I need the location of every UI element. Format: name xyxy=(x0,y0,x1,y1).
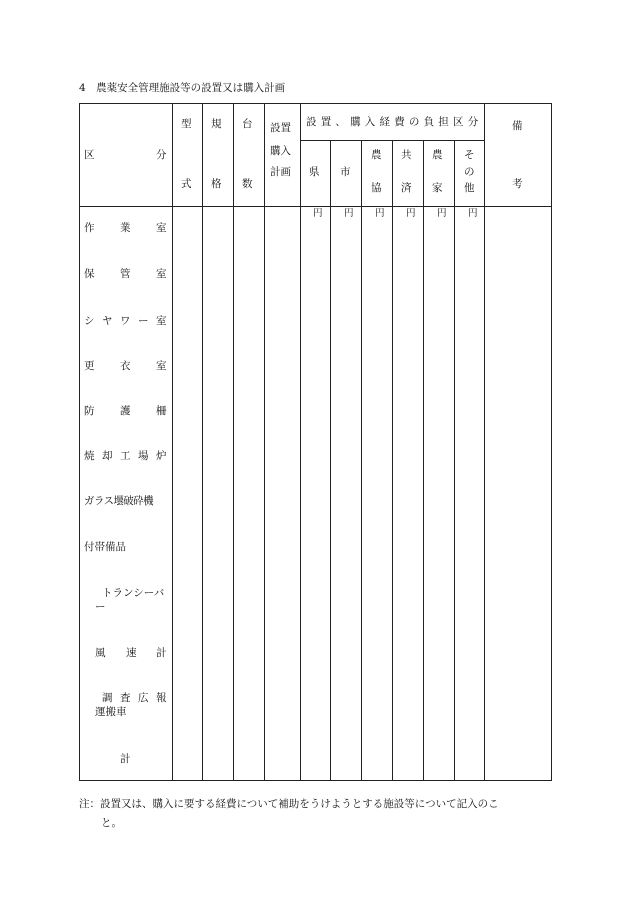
page-title: 4 農薬安全管理施設等の設置又は購入計画 xyxy=(79,82,286,94)
row-label-shower-4: ー xyxy=(138,315,149,327)
row-label-shower-2: ヤ xyxy=(102,315,113,327)
row-label-koishitsu-2: 衣 xyxy=(120,360,131,372)
yen-unit-ken: 円 xyxy=(313,208,323,219)
row-label-shokyaku-4: 場 xyxy=(138,450,149,462)
row-label-sagyoshitsu-1: 作 xyxy=(84,222,95,234)
row-label-fusokukei-3: 計 xyxy=(156,647,167,659)
row-label-hokanshitsu-1: 保 xyxy=(84,268,95,280)
row-label-koishitsu-1: 更 xyxy=(84,360,95,372)
row-label-chosa-4: 報 xyxy=(156,692,167,704)
row-label-chosa-1: 調 xyxy=(102,692,113,704)
header-kubun-1: 区 xyxy=(84,149,95,161)
row-label-bogosaku-3: 柵 xyxy=(156,405,167,417)
row-label-futai-bihin: 付帯備品 xyxy=(84,541,126,553)
row-label-bogosaku-2: 護 xyxy=(120,405,131,417)
header-biko-2: 考 xyxy=(512,178,523,190)
header-ken: 県 xyxy=(309,166,320,178)
row-label-transceiver-1: トランシーバ xyxy=(102,587,165,599)
header-kyosai-1: 共 xyxy=(401,149,412,161)
row-label-shower-3: ワ xyxy=(120,315,131,327)
row-label-shower-5: 室 xyxy=(156,315,167,327)
header-sonota-1: そ xyxy=(464,149,475,161)
row-label-shokyaku-1: 焼 xyxy=(84,450,95,462)
row-label-fusokukei-1: 風 xyxy=(95,647,106,659)
header-kubun-2: 分 xyxy=(156,149,167,161)
header-daisu-2: 数 xyxy=(242,178,253,190)
yen-unit-nouka: 円 xyxy=(437,208,447,219)
row-label-chosa-3: 広 xyxy=(138,692,149,704)
row-label-fusokukei-2: 速 xyxy=(126,647,137,659)
yen-unit-noukyo: 円 xyxy=(375,208,385,219)
footnote-line-2: と。 xyxy=(101,817,122,829)
row-label-chosa-2: 査 xyxy=(120,692,131,704)
header-keikaku-1: 設置 xyxy=(270,122,291,134)
header-nouka-1: 農 xyxy=(432,149,443,161)
header-nouka-2: 家 xyxy=(432,182,443,194)
yen-unit-sonota: 円 xyxy=(468,208,478,219)
header-noukyo-2: 協 xyxy=(371,182,382,194)
header-kyosai-2: 済 xyxy=(401,182,412,194)
row-label-shower-1: シ xyxy=(84,315,95,327)
row-label-shokyaku-2: 却 xyxy=(102,450,113,462)
row-label-chosa-5: 運搬車 xyxy=(95,706,127,718)
header-keikaku-2: 購入 xyxy=(270,145,291,157)
row-label-shokyaku-5: 炉 xyxy=(156,450,167,462)
row-label-glass-crusher: ガラス壜破砕機 xyxy=(84,495,153,507)
header-noukyo-1: 農 xyxy=(371,149,382,161)
row-label-hokanshitsu-3: 室 xyxy=(156,268,167,280)
header-burden-group: 設置、購入経費の負担区分 xyxy=(306,116,483,128)
row-label-sagyoshitsu-3: 室 xyxy=(156,222,167,234)
header-sonota-3: 他 xyxy=(464,182,475,194)
header-kikaku-2: 格 xyxy=(211,178,222,190)
row-label-transceiver-2: ー xyxy=(95,601,106,613)
row-label-total: 計 xyxy=(120,753,131,765)
yen-unit-kyosai: 円 xyxy=(406,208,416,219)
row-label-shokyaku-3: 工 xyxy=(120,450,131,462)
header-keikaku-3: 計画 xyxy=(270,166,291,178)
header-kata-1: 型 xyxy=(181,118,192,130)
row-label-sagyoshitsu-2: 業 xyxy=(120,222,131,234)
footnote-line-1: 注：設置又は、購入に要する経費について補助をうけようとする施設等について記入のこ xyxy=(79,798,499,810)
header-biko-1: 備 xyxy=(512,120,523,132)
header-kata-2: 式 xyxy=(181,178,192,190)
row-label-hokanshitsu-2: 管 xyxy=(120,268,131,280)
header-daisu-1: 台 xyxy=(242,118,253,130)
row-label-koishitsu-3: 室 xyxy=(156,360,167,372)
row-label-bogosaku-1: 防 xyxy=(84,405,95,417)
header-shi: 市 xyxy=(340,166,351,178)
header-sonota-2: の xyxy=(464,166,475,178)
yen-unit-shi: 円 xyxy=(344,208,354,219)
header-kikaku-1: 規 xyxy=(211,118,222,130)
table-border xyxy=(80,104,552,781)
